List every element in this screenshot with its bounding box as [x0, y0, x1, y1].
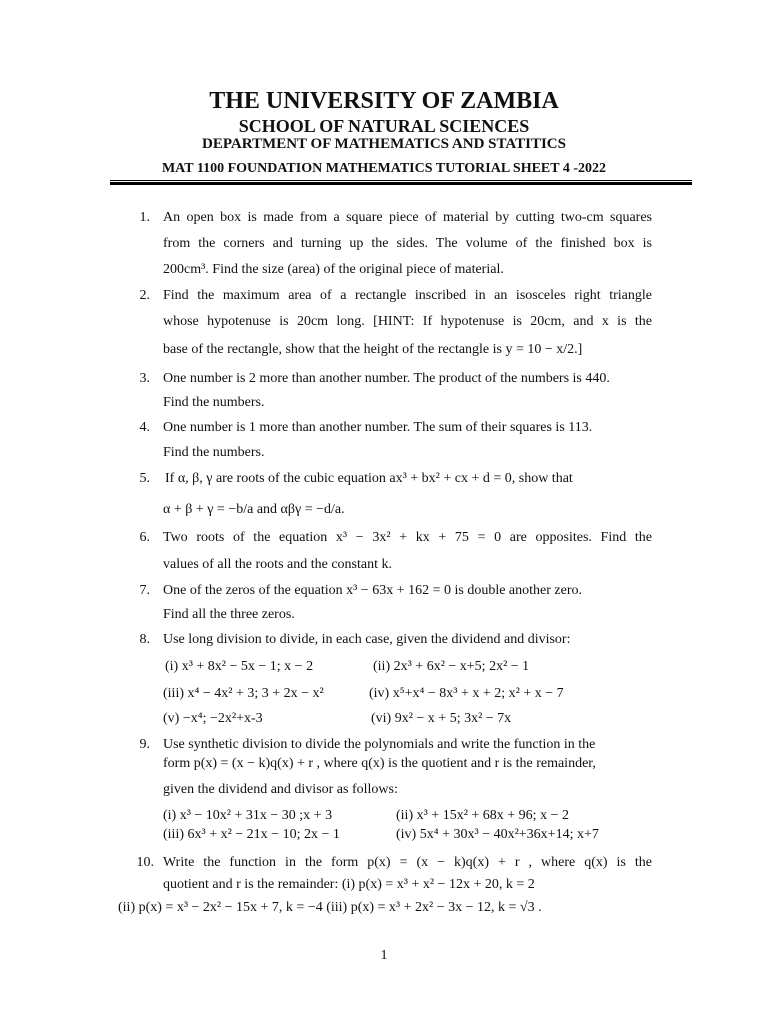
question-9-line-3: given the dividend and divisor as follows:: [163, 782, 398, 797]
question-8-part-i: (i) x³ + 8x² − 5x − 1; x − 2: [165, 659, 314, 674]
question-9-line-1: Use synthetic division to divide the polynomials and write the function in the: [163, 737, 596, 752]
header-rule-thick: [110, 182, 692, 185]
question-3-line-1: One number is 2 more than another number. The product of the numbers is 440.: [163, 371, 610, 386]
question-8-part-ii: (ii) 2x³ + 6x² − x+5; 2x² − 1: [373, 659, 530, 674]
question-8-part-iv: (iv) x⁵+x⁴ − 8x³ + x + 2; x² + x − 7: [369, 686, 564, 701]
header-rule-thin: [110, 180, 692, 181]
question-9-line-2: form p(x) = (x − k)q(x) + r , where q(x) is the quotient and r is the remainder,: [163, 756, 596, 771]
question-8-part-vi: (vi) 9x² − x + 5; 3x² − 7x: [371, 711, 512, 726]
question-2-line-3: base of the rectangle, show that the height of the rectangle is y = 10 − x/2.]: [163, 342, 583, 357]
question-2-line-1: Find the maximum area of a rectangle inscribed in an isosceles right triangle: [163, 288, 652, 303]
question-8-number: 8.: [139, 632, 150, 647]
question-2-number: 2.: [139, 288, 150, 303]
question-9-part-ii: (ii) x³ + 15x² + 68x + 96; x − 2: [396, 808, 569, 823]
question-4-number: 4.: [139, 420, 150, 435]
question-10-line-3: (ii) p(x) = x³ − 2x² − 15x + 7, k = −4 (iii) p(x) = x³ + 2x² − 3x − 12, k = √3 .: [118, 900, 542, 915]
question-8-line-1: Use long division to divide, in each case, given the dividend and divisor:: [163, 632, 571, 647]
question-2-line-2: whose hypotenuse is 20cm long. [HINT: If hypotenuse is 20cm, and x is the: [163, 314, 652, 329]
question-5-number: 5.: [139, 471, 150, 486]
question-10-line-1: Write the function in the form p(x) = (x − k)q(x) + r , where q(x) is the: [163, 855, 652, 870]
question-6-line-2: values of all the roots and the constant k.: [163, 557, 392, 572]
question-1-line-1: An open box is made from a square piece of material by cutting two-cm squares: [163, 210, 652, 225]
question-7-line-1: One of the zeros of the equation x³ − 63x + 162 = 0 is double another zero.: [163, 583, 582, 598]
university-title: THE UNIVERSITY OF ZAMBIA: [209, 88, 559, 114]
page-number: 1: [380, 948, 388, 963]
question-5-line-1: If α, β, γ are roots of the cubic equation ax³ + bx² + cx + d = 0, show that: [165, 471, 573, 486]
question-8-part-iii: (iii) x⁴ − 4x² + 3; 3 + 2x − x²: [163, 686, 324, 701]
question-8-part-v: (v) −x⁴; −2x²+x-3: [163, 711, 263, 726]
question-1-line-2: from the corners and turning up the sides. The volume of the finished box is: [163, 236, 652, 251]
question-9-part-iv: (iv) 5x⁴ + 30x³ − 40x²+36x+14; x+7: [396, 827, 599, 842]
question-5-line-2: α + β + γ = −b/a and αβγ = −d/a.: [163, 502, 345, 517]
question-4-line-1: One number is 1 more than another number. The sum of their squares is 113.: [163, 420, 593, 435]
question-9-part-i: (i) x³ − 10x² + 31x − 30 ;x + 3: [163, 808, 333, 823]
question-3-line-2: Find the numbers.: [163, 395, 265, 410]
school-title: SCHOOL OF NATURAL SCIENCES: [238, 116, 530, 136]
question-3-number: 3.: [139, 371, 150, 386]
question-9-part-iii: (iii) 6x³ + x² − 21x − 10; 2x − 1: [163, 827, 340, 842]
question-6-number: 6.: [139, 530, 150, 545]
question-10-line-2: quotient and r is the remainder: (i) p(x) = x³ + x² − 12x + 20, k = 2: [163, 877, 535, 892]
question-1-number: 1.: [139, 210, 150, 225]
tutorial-sheet-title: MAT 1100 FOUNDATION MATHEMATICS TUTORIAL SHEET 4 -2022: [161, 161, 607, 176]
question-7-number: 7.: [139, 583, 150, 598]
department-title: DEPARTMENT OF MATHEMATICS AND STATITICS: [202, 136, 566, 152]
question-1-line-3: 200cm³. Find the size (area) of the original piece of material.: [163, 262, 504, 277]
question-6-line-1: Two roots of the equation x³ − 3x² + kx + 75 = 0 are opposites. Find the: [163, 530, 652, 545]
question-7-line-2: Find all the three zeros.: [163, 607, 295, 622]
question-10-number: 10.: [136, 855, 154, 870]
question-4-line-2: Find the numbers.: [163, 445, 265, 460]
question-9-number: 9.: [139, 737, 150, 752]
